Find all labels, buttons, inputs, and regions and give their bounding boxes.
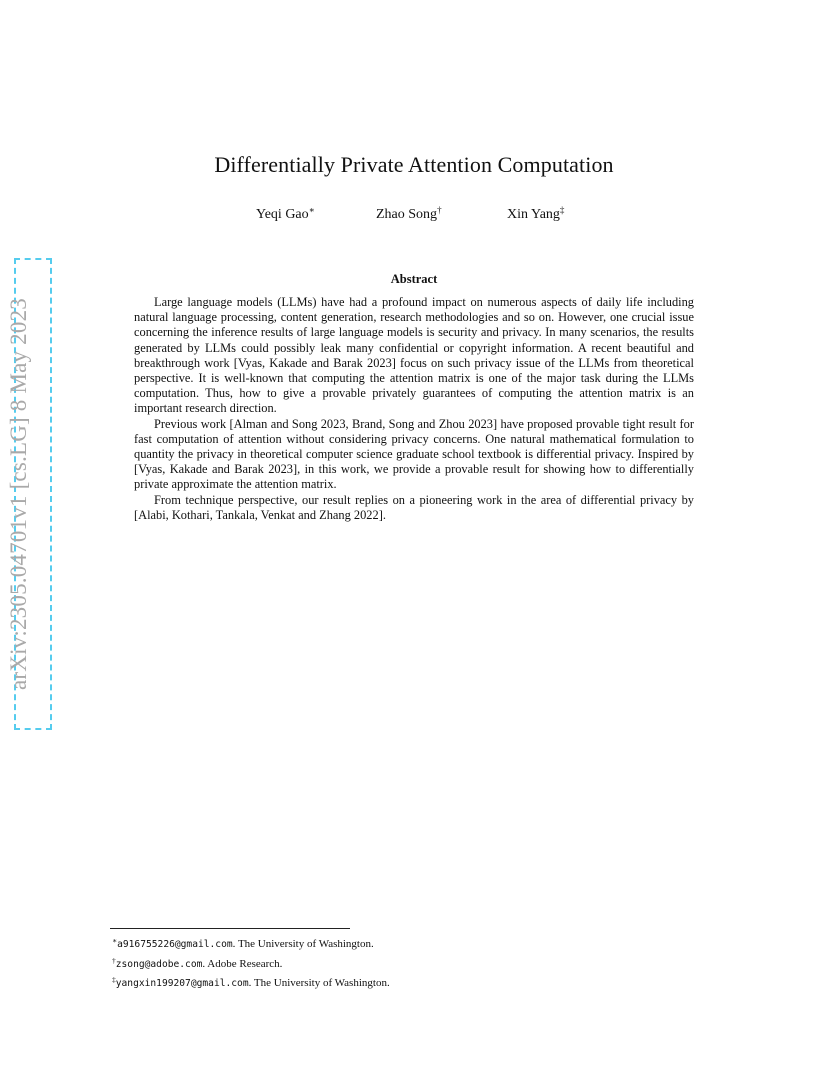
author-yeqi-gao xyxy=(256,200,315,225)
author-footnote-mark: † xyxy=(437,205,442,215)
author-name: Xin Yang xyxy=(507,207,560,222)
footnote-affiliation: . The University of Washington. xyxy=(232,938,374,950)
abstract-body xyxy=(134,295,694,523)
abstract-paragraph-3: From technique perspective, our result replies on a pioneering work in the area of differential privacy by [Alabi, Kothari, Tankala, Venkat and Zhang 2022]. xyxy=(134,492,694,522)
author-xin-yang xyxy=(507,200,564,225)
paper-title: Differentially Private Attention Computation xyxy=(214,152,614,177)
footnote-mark: ‡ xyxy=(112,975,116,984)
arxiv-identifier-stamp: arXiv:2305.04701v1 [cs.LG] 8 May 2023 xyxy=(6,298,31,690)
author-footnote-mark: ‡ xyxy=(559,205,565,215)
footnote-divider xyxy=(110,928,350,929)
author-email-link[interactable]: yangxin199207@gmail.com xyxy=(115,978,249,989)
author-list xyxy=(0,200,828,220)
author-name: Zhao Song xyxy=(376,207,438,222)
footnote-author-3 xyxy=(112,972,712,992)
author-email-link[interactable]: zsong@adobe.com xyxy=(115,958,203,970)
author-footnote-mark: ∗ xyxy=(308,205,315,215)
author-zhao-song xyxy=(376,200,442,225)
footnote-author-2 xyxy=(112,953,712,973)
footnote-author-1 xyxy=(112,933,712,953)
author-email-link[interactable]: a916755226@gmail.com xyxy=(117,939,233,950)
abstract-heading: Abstract xyxy=(390,272,438,286)
footnotes xyxy=(112,933,712,992)
footnote-mark: ∗ xyxy=(112,936,118,945)
abstract-paragraph-2: Previous work [Alman and Song 2023, Brand, Song and Zhou 2023] have proposed provable tight result for fast computation of attention without considering privacy concerns. One natural mathematical formulation to quantity the privacy in theoretical computer science graduate school textbook is differential privacy. Inspired by [Vyas, Kakade and Barak 2023], in this work, we provide a provable result for showing how to differentially private approximate the attention matrix. xyxy=(134,416,694,492)
footnote-mark: † xyxy=(112,955,116,965)
footnote-affiliation: . The University of Washington. xyxy=(248,977,390,989)
author-name: Yeqi Gao xyxy=(256,207,309,222)
abstract-paragraph-1: Large language models (LLMs) have had a profound impact on numerous aspects of daily life including natural language processing, content generation, research methodologies and so on. However, one crucial issue concerning the inference results of large language models is security and privacy. In many scenarios, the results generated by LLMs could possibly leak many confidential or copyright information. A recent beautiful and breakthrough work [Vyas, Kakade and Barak 2023] focus on such privacy issue of the LLMs from theoretical perspective. It is well-known that computing the attention matrix is one of the major task during the LLMs computation. Thus, how to give a provable privately guarantees of computing the attention matrix is an important research direction. xyxy=(134,295,694,416)
footnote-affiliation: . Adobe Research. xyxy=(202,957,283,970)
